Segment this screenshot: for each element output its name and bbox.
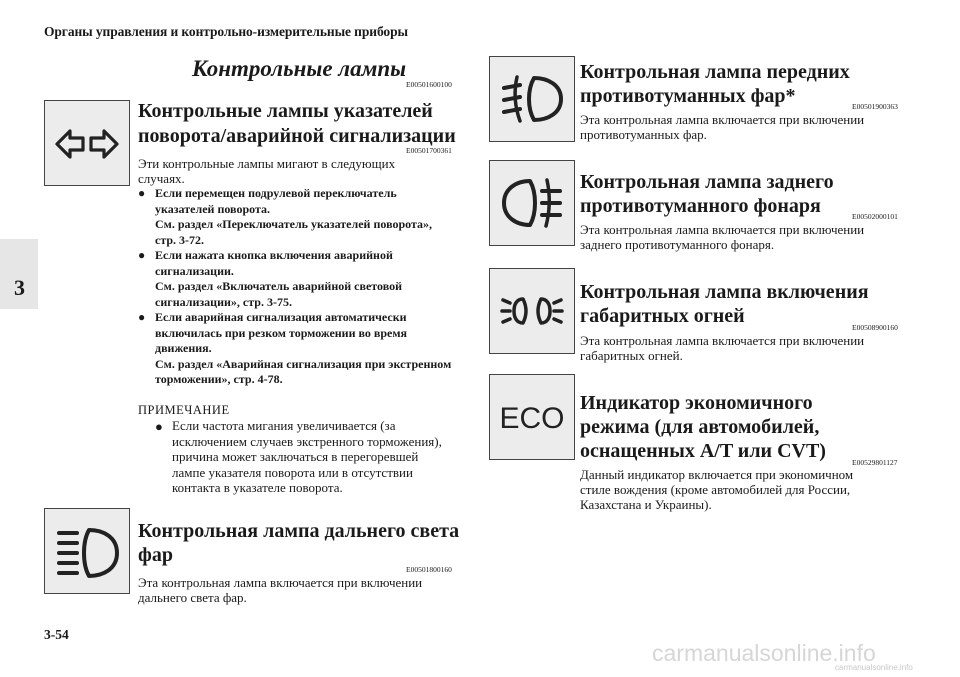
bullet-line: Если нажата кнопка включения аварийной xyxy=(155,248,393,262)
eco-body-line3: Казахстана и Украины). xyxy=(580,497,712,512)
front-fog-body-line1: Эта контрольная лампа включается при включении xyxy=(580,112,865,127)
turn-signal-icon-box xyxy=(44,100,130,186)
bullet-line: См. раздел «Аварийная сигнализация при экстренном xyxy=(155,356,452,371)
bullet-line: Если аварийная сигнализация автоматически xyxy=(155,310,407,324)
bullet-line: сигнализации. xyxy=(155,263,234,278)
bullet-line: Если перемещен подрулевой переключатель xyxy=(155,186,397,200)
front-fog-lamp-icon xyxy=(490,57,574,141)
watermark-small: carmanualsonline.info xyxy=(835,663,913,672)
note-line: контакта в указателе поворота. xyxy=(172,480,343,495)
bullet-line: См. раздел «Переключатель указателей поворота», xyxy=(155,217,433,231)
page-header: Органы управления и контрольно-измерительные приборы xyxy=(44,24,408,39)
chapter-number: 3 xyxy=(14,275,25,300)
front-fog-title-line1: Контрольная лампа передних xyxy=(580,61,850,83)
high-beam-code: E00501800160 xyxy=(406,565,452,574)
eco-title-line1: Индикатор экономичного xyxy=(580,392,813,414)
rear-fog-body-line2: заднего противотуманного фонаря. xyxy=(580,237,775,252)
watermark: carmanualsonline.info xyxy=(652,640,876,666)
turn-code: E00501700361 xyxy=(406,146,452,155)
eco-code: E00529801127 xyxy=(852,458,898,467)
bullet-line: торможении», стр. 4-78. xyxy=(155,372,283,386)
bullet-dot: ● xyxy=(138,186,146,200)
rear-fog-code: E00502000101 xyxy=(852,212,898,221)
position-lamp-icon-box xyxy=(489,268,575,354)
front-fog-title-line2: противотуманных фар* xyxy=(580,85,796,107)
turn-title-line2: поворота/аварийной сигнализации xyxy=(138,125,456,147)
note-line: причина может заключаться в перегоревшей xyxy=(172,449,419,464)
rear-fog-title-line2: противотуманного фонаря xyxy=(580,195,821,217)
bullet-dot: ● xyxy=(138,310,146,324)
note-heading: ПРИМЕЧАНИЕ xyxy=(138,403,230,417)
turn-signal-arrows-icon xyxy=(45,101,129,185)
eco-title-line3: оснащенных A/T или CVT) xyxy=(580,440,826,462)
turn-title-line1: Контрольные лампы указателей xyxy=(138,100,433,122)
note-line: Если частота мигания увеличивается (за xyxy=(172,418,396,433)
position-body-line2: габаритных огней. xyxy=(580,348,683,363)
bullet-line: сигнализации», стр. 3-75. xyxy=(155,294,292,309)
high-beam-icon xyxy=(45,509,129,593)
position-title-line2: габаритных огней xyxy=(580,305,745,327)
note-line: лампе указателя поворота или в отсутствии xyxy=(172,464,413,480)
front-fog-body-line2: противотуманных фар. xyxy=(580,127,707,142)
turn-body-line2: случаях. xyxy=(138,171,185,186)
chapter-tab xyxy=(0,239,38,309)
rear-fog-icon-box xyxy=(489,160,575,246)
bullet-line: См. раздел «Включатель аварийной световой xyxy=(155,279,403,293)
turn-body-line1: Эти контрольные лампы мигают в следующих xyxy=(138,156,396,171)
eco-icon-box xyxy=(489,374,575,460)
rear-fog-title-line1: Контрольная лампа заднего xyxy=(580,171,834,193)
high-beam-title-line1: Контрольная лампа дальнего света xyxy=(138,520,460,542)
eco-body-line2: стиле вождения (кроме автомобилей для России, xyxy=(580,482,851,497)
note-body xyxy=(172,418,472,496)
page-number: 3-54 xyxy=(44,627,69,642)
bullet-line: включилась при резком торможении во время xyxy=(155,325,408,340)
position-lamp-icon xyxy=(490,269,574,353)
bullet-line: стр. 3-72. xyxy=(155,232,205,247)
front-fog-code: E00501900363 xyxy=(852,102,898,111)
bullet-line: указателей поворота. xyxy=(155,201,271,216)
eco-body-line1: Данный индикатор включается при экономичном xyxy=(580,467,854,482)
position-title-line1: Контрольная лампа включения xyxy=(580,281,869,303)
front-fog-icon-box xyxy=(489,56,575,142)
eco-indicator-icon xyxy=(490,375,574,459)
rear-fog-lamp-icon xyxy=(490,161,574,245)
rear-fog-body-line1: Эта контрольная лампа включается при включении xyxy=(580,222,865,237)
bullet-dot: ● xyxy=(138,248,146,262)
position-body-line1: Эта контрольная лампа включается при включении xyxy=(580,333,865,348)
bullet-line: движения. xyxy=(155,341,212,355)
high-beam-title-line2: фар xyxy=(138,544,173,566)
eco-icon-text: ECO xyxy=(499,402,565,435)
high-beam-body-line2: дальнего света фар. xyxy=(138,590,247,605)
main-heading-code: E00501600100 xyxy=(406,80,452,89)
main-heading: Контрольные лампы xyxy=(192,56,407,81)
high-beam-icon-box xyxy=(44,508,130,594)
note-bullet-dot: ● xyxy=(155,419,163,434)
eco-title-line2: режима (для автомобилей, xyxy=(580,416,820,438)
high-beam-body-line1: Эта контрольная лампа включается при включении xyxy=(138,575,423,590)
note-line: исключением случаев экстренного торможения), xyxy=(172,433,442,449)
position-code: E00508900160 xyxy=(852,323,898,332)
